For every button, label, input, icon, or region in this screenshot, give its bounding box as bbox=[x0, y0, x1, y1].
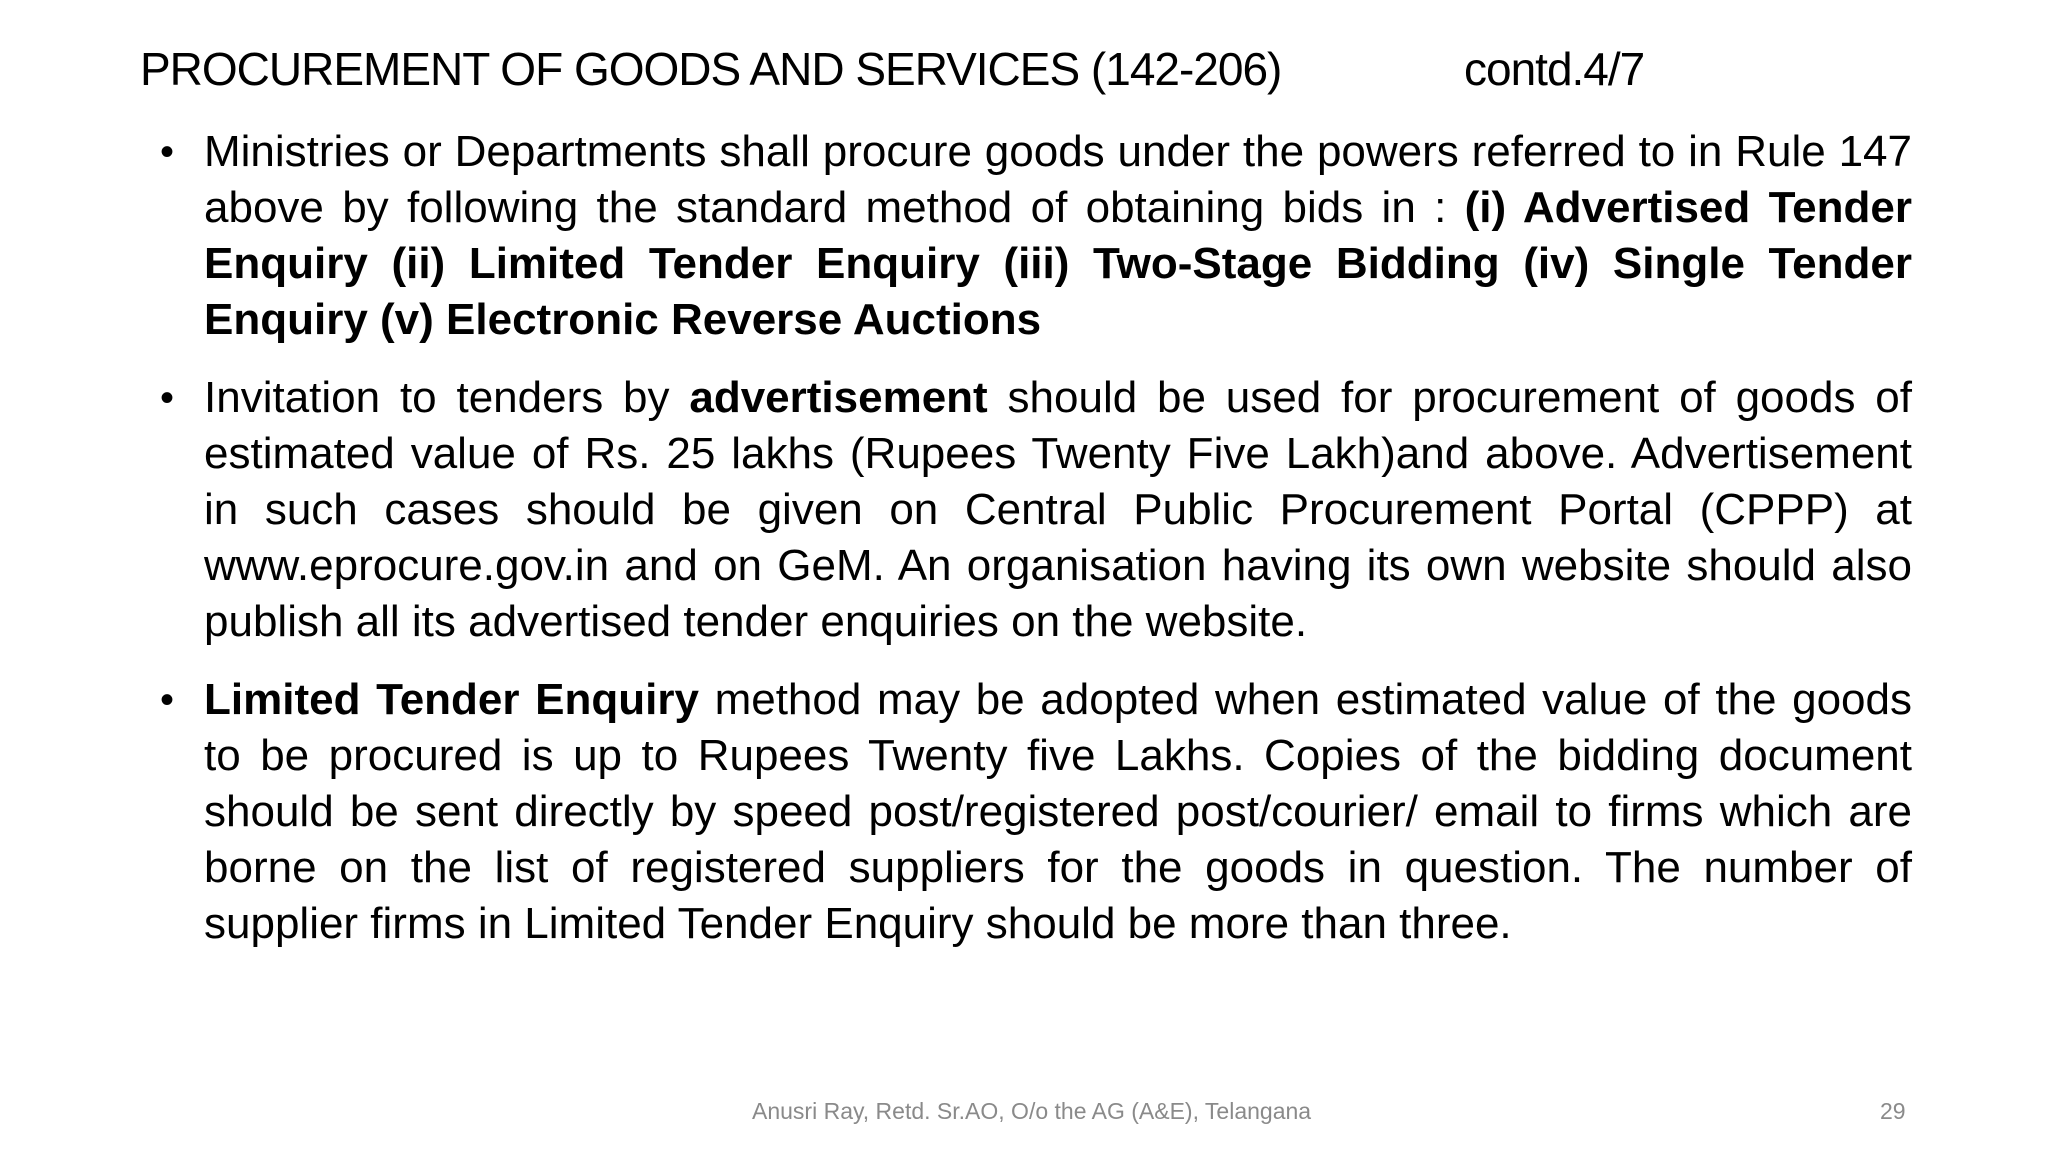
bullet-dot-icon: • bbox=[160, 130, 175, 174]
bullet-text-bold: Limited Tender Enquiry bbox=[204, 675, 699, 724]
continuation-marker: contd.4/7 bbox=[1464, 43, 1645, 95]
footer-author: Anusri Ray, Retd. Sr.AO, O/o the AG (A&E), Telangana bbox=[752, 1098, 1312, 1124]
bullet-item bbox=[160, 370, 1912, 650]
bullet-dot-icon: • bbox=[160, 678, 175, 722]
slide-title: PROCUREMENT OF GOODS AND SERVICES (142-206) bbox=[140, 43, 1282, 95]
page-number: 29 bbox=[1880, 1098, 1906, 1124]
bullet-dot-icon: • bbox=[160, 376, 175, 420]
bullet-item bbox=[160, 672, 1912, 952]
bullet-item bbox=[160, 124, 1912, 348]
bullet-text: Ministries or Departments shall procure goods under the powers referred to in Rule 147 above by following the standard method of obtaining bids in : bbox=[204, 127, 1912, 232]
bullet-text: should be used for procurement of goods of estimated value of Rs. 25 lakhs (Rupees Twenty Five Lakh)and above. Advertisement in such cases should be given on Central Public Procurement Portal (CPPP) at www.eprocure.gov.in and on GeM. An organisation having its own website should also publish all its advertised tender enquiries on the website. bbox=[204, 373, 1912, 646]
bullet-text-bold: (i) Advertised Tender Enquiry (ii) Limited Tender Enquiry (iii) Two-Stage Bidding (iv) Single Tender Enquiry (v) Electronic Reverse Auctions bbox=[204, 183, 1913, 344]
bullet-text: Invitation to tenders by bbox=[204, 373, 690, 422]
slide-body bbox=[160, 124, 1912, 974]
bullet-text-bold: advertisement bbox=[689, 373, 988, 422]
bullet-text: method may be adopted when estimated value of the goods to be procured is up to Rupees Twenty five Lakhs. Copies of the bidding document should be sent directly by speed post/registered post/courier/ email to firms which are borne on the list of registered suppliers for the goods in question. The number of supplier firms in Limited Tender Enquiry should be more than three. bbox=[204, 675, 1912, 948]
